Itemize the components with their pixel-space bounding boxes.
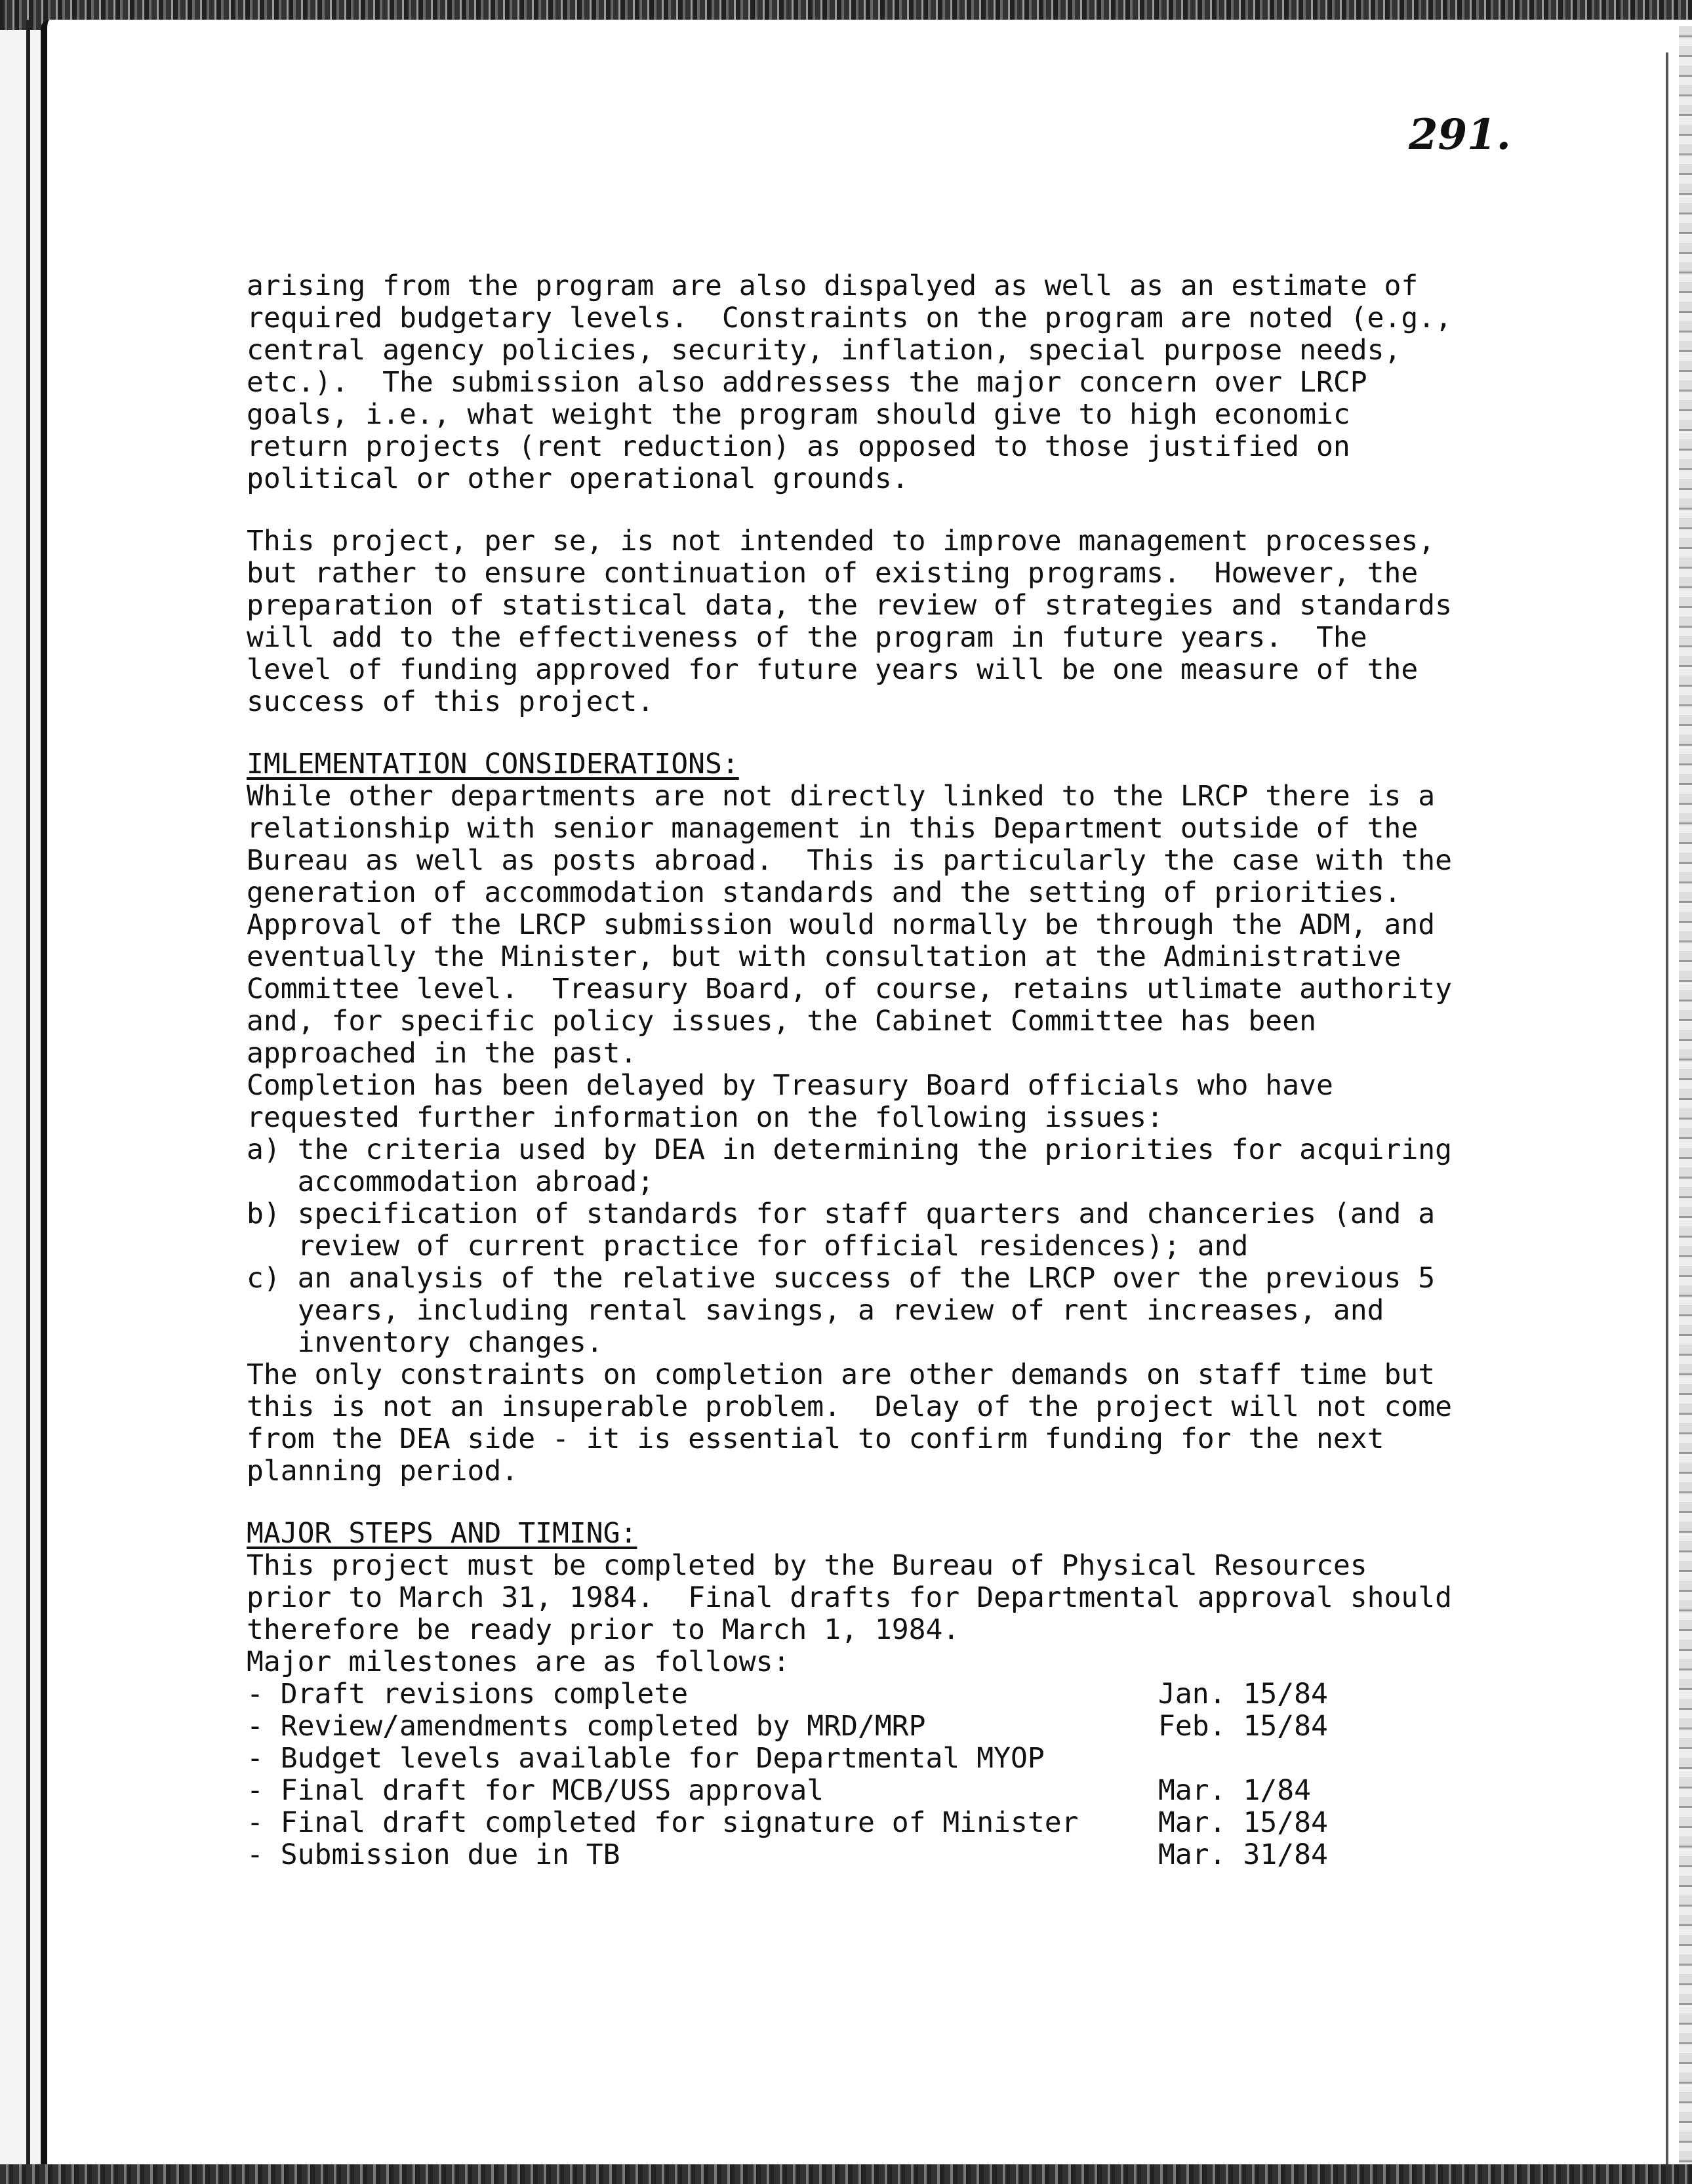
text-line: this is not an insuperable problem. Delay of the project will not come — [247, 1390, 1453, 1423]
milestone-row — [247, 1678, 1335, 1710]
text-line: political or other operational grounds. — [247, 462, 909, 495]
text-line: This project must be completed by the Bureau of Physical Resources — [247, 1549, 1367, 1582]
milestone-date: Mar. 1/84 — [1158, 1774, 1311, 1807]
margin-rule-right — [1666, 52, 1668, 2164]
list-item: a) the criteria used by DEA in determining the priorities for acquiring — [247, 1133, 1453, 1166]
milestone-label: - Draft revisions complete — [247, 1678, 689, 1710]
list-item: inventory changes. — [247, 1326, 603, 1359]
paragraph-program-estimates — [247, 270, 1657, 495]
text-line: etc.). The submission also addressess the major concern over LRCP — [247, 366, 1367, 399]
milestone-date — [1158, 1743, 1335, 1775]
text-line: but rather to ensure continuation of existing programs. However, the — [247, 557, 1419, 590]
text-line: The only constraints on completion are other demands on staff time but — [247, 1358, 1436, 1391]
text-line: Completion has been delayed by Treasury Board officials who have — [247, 1069, 1333, 1102]
text-line: approached in the past. — [247, 1037, 637, 1070]
milestone-row — [247, 1743, 1335, 1775]
document-text — [247, 270, 1657, 1871]
section-major-steps — [247, 1518, 1657, 1871]
milestone-label: - Review/amendments completed by MRD/MRP — [247, 1710, 926, 1743]
text-line: While other departments are not directly linked to the LRCP there is a — [247, 780, 1436, 813]
text-line: therefore be ready prior to March 1, 1984. — [247, 1613, 960, 1646]
text-line: relationship with senior management in this Department outside of the — [247, 812, 1419, 845]
text-line: requested further information on the following issues: — [247, 1101, 1163, 1134]
list-item: b) specification of standards for staff quarters and chanceries (and a — [247, 1198, 1436, 1230]
text-line: generation of accommodation standards and the setting of priorities. — [247, 876, 1401, 909]
list-item: review of current practice for official residences); and — [247, 1230, 1249, 1263]
milestone-date: Mar. 15/84 — [1158, 1806, 1328, 1839]
text-line: required budgetary levels. Constraints on the program are noted (e.g., — [247, 302, 1453, 334]
milestone-date: Jan. 15/84 — [1158, 1678, 1328, 1710]
milestone-row — [247, 1839, 1335, 1871]
section-heading: IMLEMENTATION CONSIDERATIONS: — [247, 748, 739, 780]
text-line: Major milestones are as follows: — [247, 1646, 790, 1678]
list-item: years, including rental savings, a review of rent increases, and — [247, 1294, 1384, 1327]
milestone-date: Feb. 15/84 — [1158, 1710, 1328, 1743]
milestone-label: - Budget levels available for Departmental MYOP — [247, 1742, 1045, 1775]
text-line: Approval of the LRCP submission would normally be through the ADM, and — [247, 908, 1436, 941]
text-line: Committee level. Treasury Board, of course, retains utlimate authority — [247, 973, 1453, 1005]
text-line: This project, per se, is not intended to improve management processes, — [247, 525, 1436, 557]
text-line: and, for specific policy issues, the Cabinet Committee has been — [247, 1005, 1316, 1038]
text-line: central agency policies, security, inflation, special purpose needs, — [247, 334, 1401, 367]
list-item: accommodation abroad; — [247, 1165, 655, 1198]
section-heading: MAJOR STEPS AND TIMING: — [247, 1517, 637, 1550]
milestone-row — [247, 1710, 1335, 1743]
milestone-row — [247, 1807, 1335, 1839]
milestone-date: Mar. 31/84 — [1158, 1838, 1328, 1871]
text-line: eventually the Minister, but with consultation at the Administrative — [247, 940, 1401, 973]
text-line: arising from the program are also dispalyed as well as an estimate of — [247, 270, 1419, 302]
paragraph-project-purpose — [247, 525, 1657, 718]
text-line: from the DEA side - it is essential to confirm funding for the next — [247, 1423, 1384, 1455]
text-line: Bureau as well as posts abroad. This is particularly the case with the — [247, 844, 1453, 877]
milestone-row — [247, 1775, 1335, 1807]
section-implementation — [247, 748, 1657, 1487]
text-line: planning period. — [247, 1455, 519, 1487]
milestone-label: - Submission due in TB — [247, 1838, 620, 1871]
page-number: 291. — [1409, 110, 1511, 159]
milestone-label: - Final draft completed for signature of Minister — [247, 1806, 1079, 1839]
text-line: level of funding approved for future years will be one measure of the — [247, 653, 1419, 686]
text-line: will add to the effectiveness of the program in future years. The — [247, 621, 1367, 654]
milestone-label: - Final draft for MCB/USS approval — [247, 1774, 824, 1807]
text-line: return projects (rent reduction) as opposed to those justified on — [247, 430, 1350, 463]
text-line: success of this project. — [247, 685, 655, 718]
binder-rule-left — [26, 20, 30, 2164]
text-line: preparation of statistical data, the review of strategies and standards — [247, 589, 1453, 622]
scan-edge-bottom — [0, 2164, 1692, 2184]
list-item: c) an analysis of the relative success of the LRCP over the previous 5 — [247, 1262, 1436, 1295]
text-line: goals, i.e., what weight the program should give to high economic — [247, 398, 1350, 431]
scan-edge-right — [1679, 26, 1692, 2164]
text-line: prior to March 31, 1984. Final drafts for Departmental approval should — [247, 1581, 1453, 1614]
